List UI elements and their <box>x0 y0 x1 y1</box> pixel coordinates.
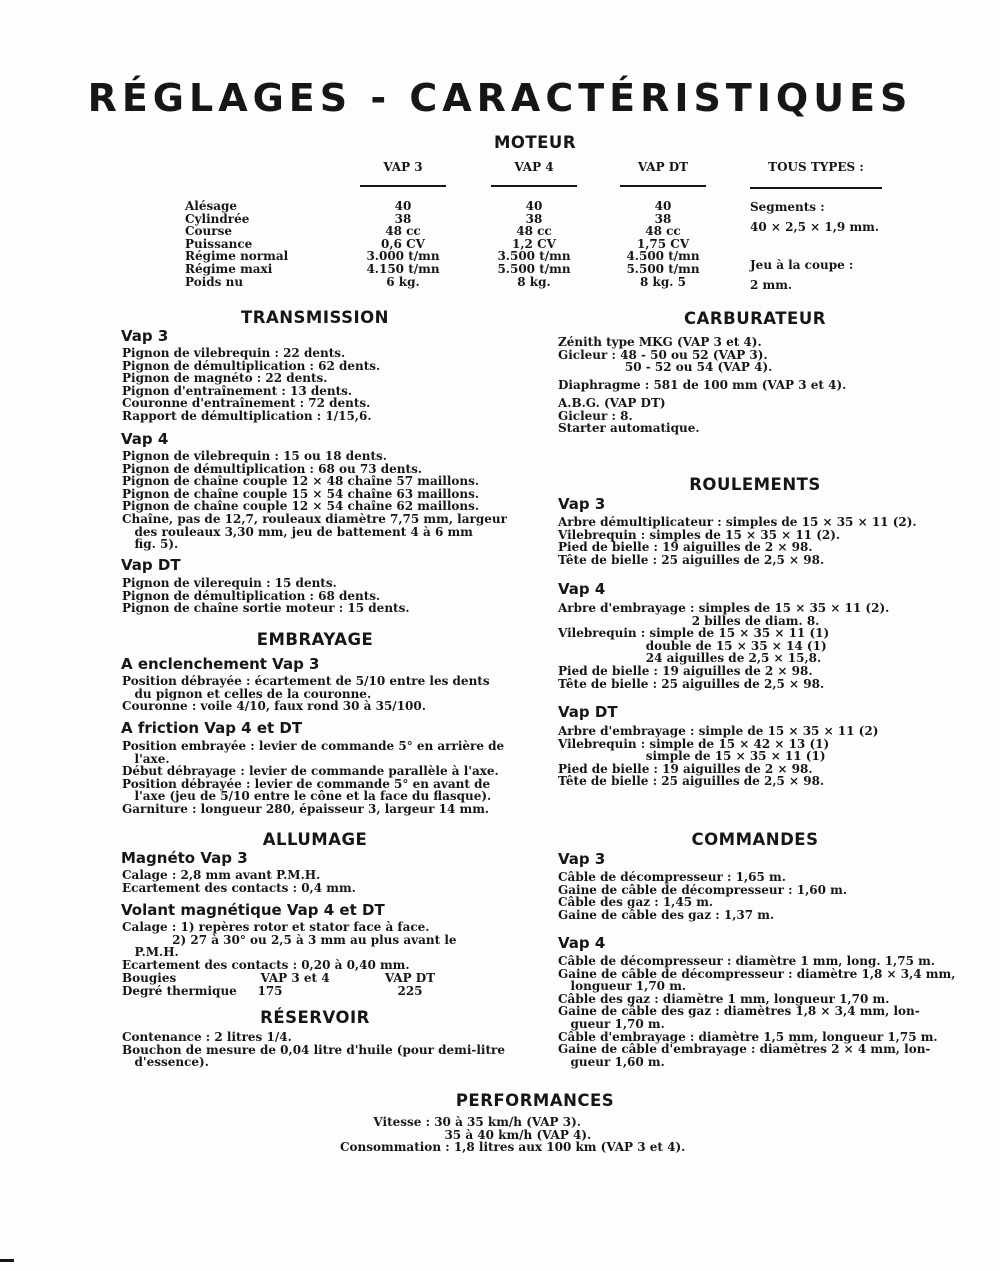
section-heading-moteur: MOTEUR <box>493 133 577 152</box>
page-edge-mark <box>0 1259 14 1262</box>
page-title: RÉGLAGES - CARACTÉRISTIQUES <box>87 76 913 120</box>
col-rule-tous-types <box>750 187 882 189</box>
section-heading-carburateur: CARBURATEUR <box>684 309 826 328</box>
transmission-vapdt-text: Pignon de vilerequin : 15 dents. Pignon de démultiplication : 68 dents. Pignon de chaîne sortie moteur : 15 dents. <box>122 576 410 616</box>
col-header-vapdt: VAP DT <box>637 160 689 174</box>
embrayage-enclenchement-text: Position débrayée : écartement de 5/10 entre les dents du pignon et celles de la couronne. Couronne : voile 4/10, faux rond 30 à 35/100. <box>122 674 490 714</box>
bougies-vapdt: VAP DT <box>384 971 436 985</box>
col-rule-vap3 <box>360 185 446 187</box>
transmission-vap4-text: Pignon de vilebrequin : 15 ou 18 dents. Pignon de démultiplication : 68 ou 73 dents. Pignon de chaîne couple 12 × 48 chaîne 57 maillons. Pignon de chaîne couple 15 × 54 chaîne 63 maillons. Pignon de chaîne couple 12 × 54 chaîne 62 maillons. Chaîne, pas de 12,7, rouleaux diamètre 7,75 mm, largeur des rouleaux 3,30 mm, jeu de battement 4 à 6 mm fig. 5). <box>122 449 507 552</box>
col-rule-vapdt <box>620 185 706 187</box>
section-heading-commandes: COMMANDES <box>691 830 819 849</box>
roulements-vapdt-text: Arbre d'embrayage : simple de 15 × 35 × 11 (2) Vilebrequin : simple de 15 × 42 × 13 (1) simple de 15 × 35 × 11 (1) Pied de bielle : 19 aiguilles de 2 × 98. Tête de bielle : 25 aiguilles de 2,5 × 98. <box>558 724 879 789</box>
carburateur-text-2: Diaphragme : 581 de 100 mm (VAP 3 et 4). <box>558 378 847 392</box>
embrayage-friction-title: A friction Vap 4 et DT <box>121 719 303 737</box>
bougies-label: Bougies <box>122 971 177 985</box>
performances-text: Vitesse : 30 à 35 km/h (VAP 3). 35 à 40 km/h (VAP 4). Consommation : 1,8 litres aux 100 km (VAP 3 et 4). <box>340 1115 686 1155</box>
degre-vapdt: 225 <box>397 984 423 998</box>
commandes-vap3-text: Câble de décompresseur : 1,65 m. Gaine de câble de décompresseur : 1,60 m. Câble des gaz : 1,45 m. Gaine de câble des gaz : 1,37 m. <box>558 870 848 922</box>
carburateur-text-3: A.B.G. (VAP DT) Gicleur : 8. Starter automatique. <box>558 396 700 436</box>
col-header-vap3: VAP 3 <box>383 160 423 174</box>
segments-value: 40 × 2,5 × 1,9 mm. <box>750 220 880 234</box>
transmission-vap3-title: Vap 3 <box>121 327 169 345</box>
roulements-vap3-title: Vap 3 <box>558 495 606 513</box>
allumage-magneto-text: Calage : 2,8 mm avant P.M.H. Ecartement des contacts : 0,4 mm. <box>122 868 356 895</box>
embrayage-friction-text: Position embrayée : levier de commande 5° en arrière de l'axe. Début débrayage : levier de commande parallèle à l'axe. Position débrayée : levier de commande 5° en avant de l'axe (jeu de 5/10 entre le cône et la face du flasque). Garniture : longueur 280, épaisseur 3, largeur 14 mm. <box>122 739 505 816</box>
moteur-values-vap3: 40 38 48 cc 0,6 CV 3.000 t/mn 4.150 t/mn 6 kg. <box>366 199 440 289</box>
roulements-vapdt-title: Vap DT <box>558 703 618 721</box>
commandes-vap4-text: Câble de décompresseur : diamètre 1 mm, long. 1,75 m. Gaine de câble de décompresseur : diamètre 1,8 × 3,4 mm, longueur 1,70 m. Câble des gaz : diamètre 1 mm, longueur 1,70 m. Gaine de câble des gaz : diamètres 1,8 × 3,4 mm, lon- gueur 1,70 m. Câble d'embrayage : diamètre 1,5 mm, longueur 1,75 m. Gaine de câble d'embrayage : diamètres 2 × 4 mm, lon- gueur 1,60 m. <box>558 954 956 1069</box>
bougies-vap34: VAP 3 et 4 <box>260 971 330 985</box>
jeu-coupe-value: 2 mm. <box>750 278 793 292</box>
commandes-vap4-title: Vap 4 <box>558 934 606 952</box>
carburateur-text-1: Zénith type MKG (VAP 3 et 4). Gicleur : 48 - 50 ou 52 (VAP 3). 50 - 52 ou 54 (VAP 4). <box>558 335 773 375</box>
col-header-vap4: VAP 4 <box>514 160 554 174</box>
moteur-values-vapdt: 40 38 48 cc 1,75 CV 4.500 t/mn 5.500 t/mn 8 kg. 5 <box>626 199 700 289</box>
degre-vap34: 175 <box>257 984 283 998</box>
moteur-values-vap4: 40 38 48 cc 1,2 CV 3.500 t/mn 5.500 t/mn 8 kg. <box>497 199 571 289</box>
roulements-vap4-text: Arbre d'embrayage : simples de 15 × 35 × 11 (2). 2 billes de diam. 8. Vilebrequin : simple de 15 × 35 × 11 (1) double de 15 × 35 × 14 (1) 24 aiguilles de 2,5 × 15,8. Pied de bielle : 19 aiguilles de 2 × 98. Tête de bielle : 25 aiguilles de 2,5 × 98. <box>558 601 890 691</box>
embrayage-enclenchement-title: A enclenchement Vap 3 <box>121 655 320 673</box>
roulements-vap3-text: Arbre démultiplicateur : simples de 15 × 35 × 11 (2). Vilebrequin : simples de 15 × 35 × 11 (2). Pied de bielle : 19 aiguilles de 2 × 98. Tête de bielle : 25 aiguilles de 2,5 × 98. <box>558 515 917 567</box>
transmission-vap3-text: Pignon de vilebrequin : 22 dents. Pignon de démultiplication : 62 dents. Pignon de magnéto : 22 dents. Pignon d'entraînement : 13 dents. Couronne d'entraînement : 72 dents. Rapport de démultiplication : 1/15,6. <box>122 346 381 423</box>
col-rule-vap4 <box>491 185 577 187</box>
allumage-volant-text: Calage : 1) repères rotor et stator face à face. 2) 27 à 30° ou 2,5 à 3 mm au plus avant le P.M.H. Ecartement des contacts : 0,20 à 0,40 mm. <box>122 920 457 972</box>
section-heading-embrayage: EMBRAYAGE <box>256 630 374 649</box>
section-heading-reservoir: RÉSERVOIR <box>260 1008 370 1027</box>
transmission-vapdt-title: Vap DT <box>121 556 181 574</box>
segments-label: Segments : <box>750 200 825 214</box>
section-heading-performances: PERFORMANCES <box>455 1091 615 1110</box>
col-header-tous-types: TOUS TYPES : <box>768 160 864 174</box>
section-heading-allumage: ALLUMAGE <box>262 830 368 849</box>
degre-thermique-label: Degré thermique <box>122 984 237 998</box>
allumage-volant-title: Volant magnétique Vap 4 et DT <box>121 901 385 919</box>
jeu-coupe-label: Jeu à la coupe : <box>750 258 854 272</box>
commandes-vap3-title: Vap 3 <box>558 850 606 868</box>
moteur-labels: Alésage Cylindrée Course Puissance Régime normal Régime maxi Poids nu <box>185 199 289 289</box>
allumage-magneto-title: Magnéto Vap 3 <box>121 849 248 867</box>
transmission-vap4-title: Vap 4 <box>121 430 169 448</box>
reservoir-text: Contenance : 2 litres 1/4. Bouchon de mesure de 0,04 litre d'huile (pour demi-litre d'essence). <box>122 1030 505 1070</box>
section-heading-transmission: TRANSMISSION <box>241 308 389 327</box>
roulements-vap4-title: Vap 4 <box>558 580 606 598</box>
section-heading-roulements: ROULEMENTS <box>689 475 821 494</box>
